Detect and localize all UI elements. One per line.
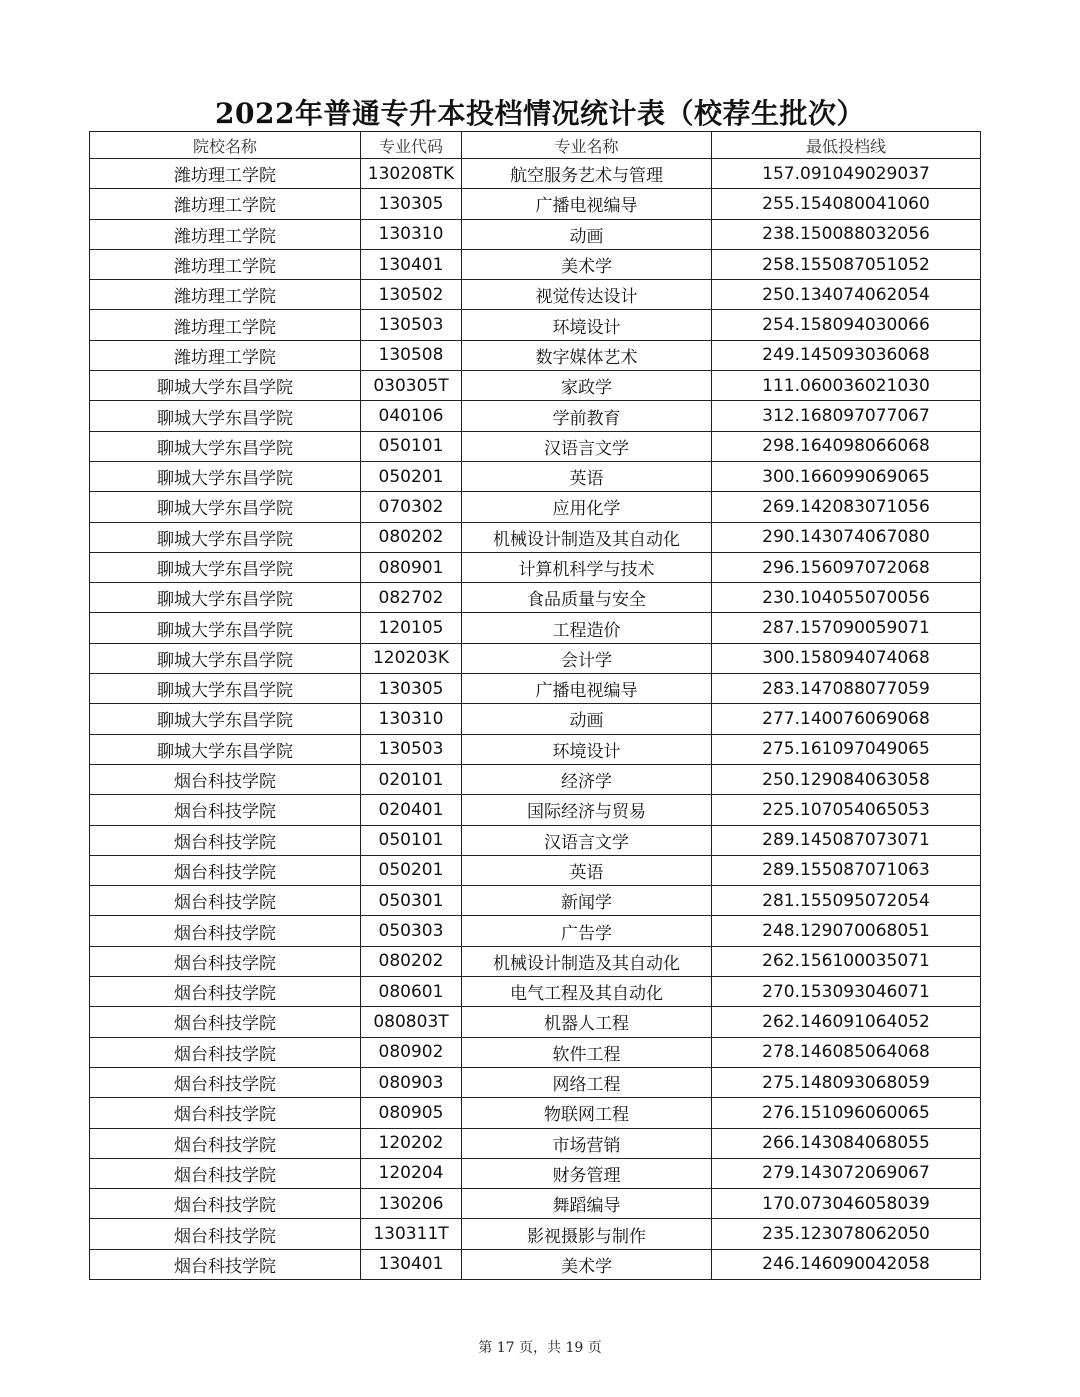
- major-code-cell: 130502: [361, 280, 462, 310]
- min-score-cell: 225.107054065053: [712, 795, 981, 825]
- table-row: [90, 825, 981, 855]
- header-major-name: 专业名称: [462, 132, 712, 159]
- major-name-cell: 数字媒体艺术: [462, 340, 712, 370]
- min-score-cell: 296.156097072068: [712, 552, 981, 582]
- school-name-cell: 潍坊理工学院: [90, 219, 361, 249]
- major-code-cell: 080903: [361, 1067, 462, 1097]
- school-name-cell: 聊城大学东昌学院: [90, 461, 361, 491]
- major-code-cell: 050301: [361, 886, 462, 916]
- major-code-cell: 130305: [361, 189, 462, 219]
- major-name-cell: 应用化学: [462, 492, 712, 522]
- min-score-cell: 111.060036021030: [712, 371, 981, 401]
- min-score-cell: 246.146090042058: [712, 1249, 981, 1279]
- major-code-cell: 130311T: [361, 1219, 462, 1249]
- table-row: [90, 946, 981, 976]
- major-name-cell: 计算机科学与技术: [462, 552, 712, 582]
- major-name-cell: 软件工程: [462, 1037, 712, 1067]
- major-code-cell: 080601: [361, 977, 462, 1007]
- min-score-cell: 287.157090059071: [712, 613, 981, 643]
- page-title: 2022年普通专升本投档情况统计表（校荐生批次）: [215, 97, 865, 130]
- major-name-cell: 动画: [462, 219, 712, 249]
- school-name-cell: 烟台科技学院: [90, 1219, 361, 1249]
- table-row: [90, 583, 981, 613]
- table-row: [90, 977, 981, 1007]
- school-name-cell: 聊城大学东昌学院: [90, 643, 361, 673]
- school-name-cell: 烟台科技学院: [90, 1128, 361, 1158]
- min-score-cell: 290.143074067080: [712, 522, 981, 552]
- min-score-cell: 298.164098066068: [712, 431, 981, 461]
- min-score-cell: 262.156100035071: [712, 946, 981, 976]
- admission-score-table: [89, 131, 981, 1280]
- header-school-name: 院校名称: [90, 132, 361, 159]
- major-code-cell: 130310: [361, 219, 462, 249]
- major-code-cell: 120105: [361, 613, 462, 643]
- table-row: [90, 704, 981, 734]
- major-code-cell: 050101: [361, 431, 462, 461]
- major-code-cell: 130305: [361, 674, 462, 704]
- table-row: [90, 764, 981, 794]
- major-code-cell: 080905: [361, 1098, 462, 1128]
- min-score-cell: 300.166099069065: [712, 461, 981, 491]
- table-row: [90, 643, 981, 673]
- min-score-cell: 238.150088032056: [712, 219, 981, 249]
- school-name-cell: 潍坊理工学院: [90, 340, 361, 370]
- min-score-cell: 281.155095072054: [712, 886, 981, 916]
- school-name-cell: 烟台科技学院: [90, 855, 361, 885]
- school-name-cell: 烟台科技学院: [90, 1189, 361, 1219]
- major-name-cell: 网络工程: [462, 1067, 712, 1097]
- table-row: [90, 431, 981, 461]
- min-score-cell: 157.091049029037: [712, 159, 981, 189]
- school-name-cell: 烟台科技学院: [90, 764, 361, 794]
- min-score-cell: 262.146091064052: [712, 1007, 981, 1037]
- major-code-cell: 130206: [361, 1189, 462, 1219]
- major-code-cell: 130310: [361, 704, 462, 734]
- major-code-cell: 050303: [361, 916, 462, 946]
- table-row: [90, 340, 981, 370]
- major-name-cell: 机器人工程: [462, 1007, 712, 1037]
- table-row: [90, 734, 981, 764]
- table-row: [90, 280, 981, 310]
- table-row: [90, 1189, 981, 1219]
- school-name-cell: 聊城大学东昌学院: [90, 522, 361, 552]
- table-row: [90, 492, 981, 522]
- major-code-cell: 080202: [361, 946, 462, 976]
- school-name-cell: 聊城大学东昌学院: [90, 552, 361, 582]
- table-row: [90, 1128, 981, 1158]
- page-footer: 第 17 页，共 19 页: [478, 1340, 602, 1356]
- school-name-cell: 烟台科技学院: [90, 1249, 361, 1279]
- major-name-cell: 工程造价: [462, 613, 712, 643]
- min-score-cell: 254.158094030066: [712, 310, 981, 340]
- min-score-cell: 275.161097049065: [712, 734, 981, 764]
- major-code-cell: 030305T: [361, 371, 462, 401]
- school-name-cell: 烟台科技学院: [90, 1098, 361, 1128]
- min-score-cell: 258.155087051052: [712, 249, 981, 279]
- school-name-cell: 聊城大学东昌学院: [90, 734, 361, 764]
- table-row: [90, 674, 981, 704]
- major-name-cell: 视觉传达设计: [462, 280, 712, 310]
- major-name-cell: 经济学: [462, 764, 712, 794]
- table-body: [90, 159, 981, 1280]
- major-code-cell: 082702: [361, 583, 462, 613]
- header-min-score: 最低投档线: [712, 132, 981, 159]
- major-code-cell: 050201: [361, 855, 462, 885]
- major-name-cell: 电气工程及其自动化: [462, 977, 712, 1007]
- school-name-cell: 聊城大学东昌学院: [90, 371, 361, 401]
- school-name-cell: 烟台科技学院: [90, 886, 361, 916]
- school-name-cell: 烟台科技学院: [90, 1067, 361, 1097]
- school-name-cell: 烟台科技学院: [90, 1037, 361, 1067]
- school-name-cell: 烟台科技学院: [90, 916, 361, 946]
- min-score-cell: 283.147088077059: [712, 674, 981, 704]
- school-name-cell: 聊城大学东昌学院: [90, 704, 361, 734]
- min-score-cell: 278.146085064068: [712, 1037, 981, 1067]
- table-row: [90, 219, 981, 249]
- major-name-cell: 美术学: [462, 1249, 712, 1279]
- major-name-cell: 广告学: [462, 916, 712, 946]
- school-name-cell: 烟台科技学院: [90, 977, 361, 1007]
- major-name-cell: 影视摄影与制作: [462, 1219, 712, 1249]
- school-name-cell: 烟台科技学院: [90, 1007, 361, 1037]
- min-score-cell: 230.104055070056: [712, 583, 981, 613]
- min-score-cell: 276.151096060065: [712, 1098, 981, 1128]
- major-code-cell: 130401: [361, 249, 462, 279]
- school-name-cell: 潍坊理工学院: [90, 189, 361, 219]
- table-row: [90, 916, 981, 946]
- school-name-cell: 聊城大学东昌学院: [90, 431, 361, 461]
- major-name-cell: 广播电视编导: [462, 189, 712, 219]
- table-row: [90, 613, 981, 643]
- table-row: [90, 886, 981, 916]
- major-name-cell: 市场营销: [462, 1128, 712, 1158]
- major-code-cell: 120203K: [361, 643, 462, 673]
- min-score-cell: 250.134074062054: [712, 280, 981, 310]
- school-name-cell: 聊城大学东昌学院: [90, 613, 361, 643]
- major-name-cell: 机械设计制造及其自动化: [462, 946, 712, 976]
- min-score-cell: 170.073046058039: [712, 1189, 981, 1219]
- major-code-cell: 080803T: [361, 1007, 462, 1037]
- school-name-cell: 潍坊理工学院: [90, 280, 361, 310]
- major-code-cell: 050201: [361, 461, 462, 491]
- major-code-cell: 040106: [361, 401, 462, 431]
- major-name-cell: 物联网工程: [462, 1098, 712, 1128]
- major-name-cell: 环境设计: [462, 310, 712, 340]
- table-row: [90, 1067, 981, 1097]
- table-row: [90, 855, 981, 885]
- school-name-cell: 聊城大学东昌学院: [90, 492, 361, 522]
- school-name-cell: 聊城大学东昌学院: [90, 583, 361, 613]
- major-code-cell: 130503: [361, 734, 462, 764]
- major-name-cell: 会计学: [462, 643, 712, 673]
- school-name-cell: 潍坊理工学院: [90, 159, 361, 189]
- major-name-cell: 环境设计: [462, 734, 712, 764]
- major-code-cell: 120204: [361, 1158, 462, 1188]
- major-code-cell: 130208TK: [361, 159, 462, 189]
- major-name-cell: 国际经济与贸易: [462, 795, 712, 825]
- min-score-cell: 300.158094074068: [712, 643, 981, 673]
- school-name-cell: 烟台科技学院: [90, 946, 361, 976]
- major-name-cell: 机械设计制造及其自动化: [462, 522, 712, 552]
- major-code-cell: 130401: [361, 1249, 462, 1279]
- major-name-cell: 航空服务艺术与管理: [462, 159, 712, 189]
- min-score-cell: 248.129070068051: [712, 916, 981, 946]
- major-code-cell: 130503: [361, 310, 462, 340]
- major-code-cell: 080202: [361, 522, 462, 552]
- table-row: [90, 1219, 981, 1249]
- major-name-cell: 英语: [462, 461, 712, 491]
- school-name-cell: 聊城大学东昌学院: [90, 674, 361, 704]
- min-score-cell: 289.155087071063: [712, 855, 981, 885]
- major-code-cell: 130508: [361, 340, 462, 370]
- major-code-cell: 080901: [361, 552, 462, 582]
- major-name-cell: 美术学: [462, 249, 712, 279]
- min-score-cell: 312.168097077067: [712, 401, 981, 431]
- major-code-cell: 120202: [361, 1128, 462, 1158]
- major-name-cell: 学前教育: [462, 401, 712, 431]
- table-row: [90, 189, 981, 219]
- school-name-cell: 聊城大学东昌学院: [90, 401, 361, 431]
- school-name-cell: 潍坊理工学院: [90, 310, 361, 340]
- table-row: [90, 1007, 981, 1037]
- major-name-cell: 舞蹈编导: [462, 1189, 712, 1219]
- min-score-cell: 279.143072069067: [712, 1158, 981, 1188]
- major-name-cell: 汉语言文学: [462, 825, 712, 855]
- major-name-cell: 食品质量与安全: [462, 583, 712, 613]
- min-score-cell: 277.140076069068: [712, 704, 981, 734]
- major-name-cell: 新闻学: [462, 886, 712, 916]
- school-name-cell: 潍坊理工学院: [90, 249, 361, 279]
- major-name-cell: 动画: [462, 704, 712, 734]
- table-header-row: [90, 132, 981, 159]
- table-row: [90, 1037, 981, 1067]
- major-code-cell: 020101: [361, 764, 462, 794]
- min-score-cell: 255.154080041060: [712, 189, 981, 219]
- table-row: [90, 401, 981, 431]
- table-row: [90, 552, 981, 582]
- major-name-cell: 家政学: [462, 371, 712, 401]
- min-score-cell: 266.143084068055: [712, 1128, 981, 1158]
- table-row: [90, 1249, 981, 1279]
- table-row: [90, 461, 981, 491]
- table-row: [90, 1098, 981, 1128]
- major-name-cell: 财务管理: [462, 1158, 712, 1188]
- school-name-cell: 烟台科技学院: [90, 795, 361, 825]
- table-row: [90, 249, 981, 279]
- min-score-cell: 235.123078062050: [712, 1219, 981, 1249]
- table-row: [90, 310, 981, 340]
- major-code-cell: 080902: [361, 1037, 462, 1067]
- min-score-cell: 275.148093068059: [712, 1067, 981, 1097]
- major-code-cell: 050101: [361, 825, 462, 855]
- header-major-code: 专业代码: [361, 132, 462, 159]
- table-row: [90, 522, 981, 552]
- table-row: [90, 371, 981, 401]
- major-code-cell: 070302: [361, 492, 462, 522]
- major-name-cell: 汉语言文学: [462, 431, 712, 461]
- school-name-cell: 烟台科技学院: [90, 1158, 361, 1188]
- table-row: [90, 159, 981, 189]
- table-row: [90, 1158, 981, 1188]
- major-name-cell: 广播电视编导: [462, 674, 712, 704]
- major-name-cell: 英语: [462, 855, 712, 885]
- min-score-cell: 250.129084063058: [712, 764, 981, 794]
- min-score-cell: 269.142083071056: [712, 492, 981, 522]
- min-score-cell: 249.145093036068: [712, 340, 981, 370]
- major-code-cell: 020401: [361, 795, 462, 825]
- min-score-cell: 289.145087073071: [712, 825, 981, 855]
- table-row: [90, 795, 981, 825]
- school-name-cell: 烟台科技学院: [90, 825, 361, 855]
- min-score-cell: 270.153093046071: [712, 977, 981, 1007]
